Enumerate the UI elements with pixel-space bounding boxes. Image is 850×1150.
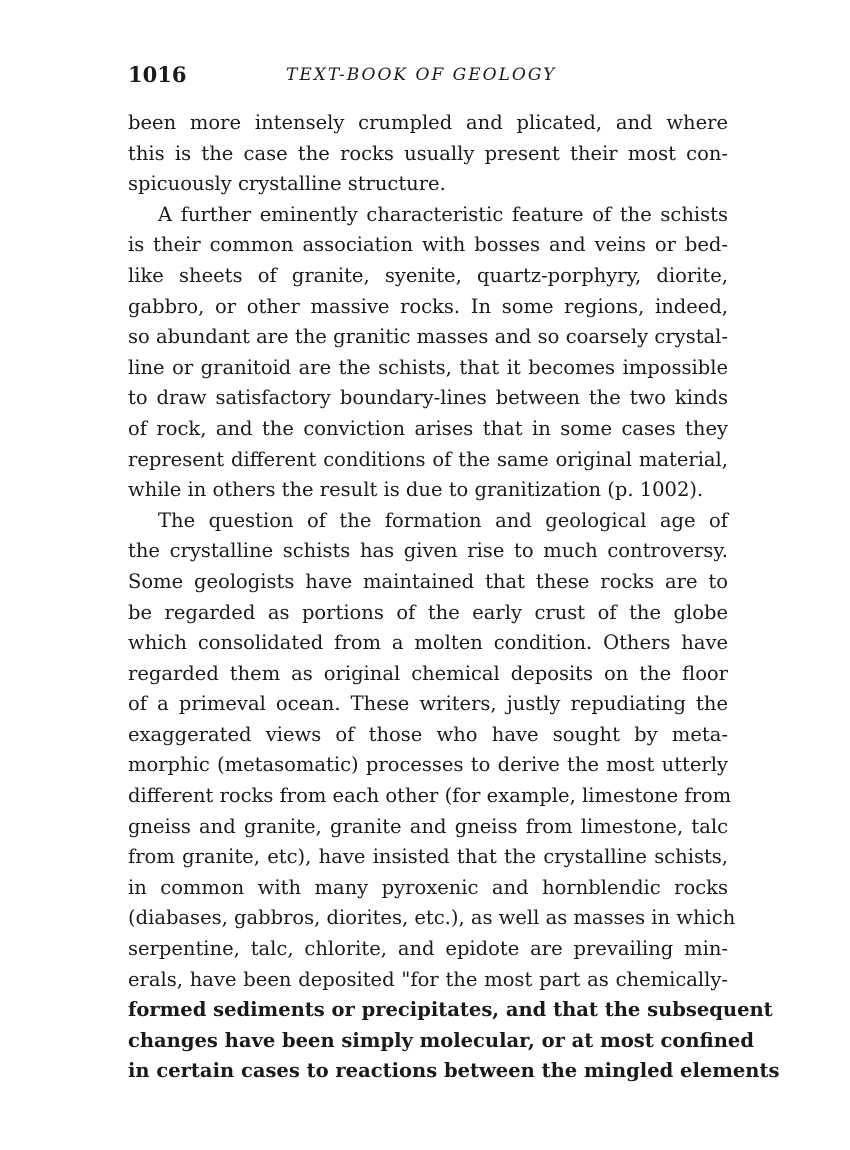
text-line: been more intensely crumpled and plicated, and where xyxy=(128,111,728,134)
text-line: in certain cases to reactions between the mingled elements xyxy=(128,1059,780,1083)
text-line: of a primeval ocean. These writers, justly repudiating the xyxy=(128,692,728,716)
text-line: serpentine, talc, chlorite, and epidote are prevailing min- xyxy=(128,937,728,961)
text-line: is their common association with bosses and veins or bed- xyxy=(128,233,728,257)
paragraph-first-line: A further eminently characteristic feature of the schists xyxy=(158,202,728,226)
text-line: while in others the result is due to granitization (p. 1002). xyxy=(128,478,704,502)
text-line: different rocks from each other (for example, limestone from xyxy=(128,784,732,808)
text-line: of rock, and the conviction arises that in some cases they xyxy=(128,416,728,440)
text-line: formed sediments or precipitates, and that the subsequent xyxy=(128,998,773,1022)
text-line: this is the case the rocks usually present their most con- xyxy=(128,141,728,165)
text-line: to draw satisfactory boundary-lines between the two kinds xyxy=(128,386,728,410)
text-line: line or granitoid are the schists, that it becomes impossible xyxy=(128,355,728,379)
body-text xyxy=(128,108,780,1087)
text-line: like sheets of granite, syenite, quartz-porphyry, diorite, xyxy=(128,263,728,287)
text-line: gabbro, or other massive rocks. In some regions, indeed, xyxy=(128,294,728,318)
text-line: exaggerated views of those who have sought by meta- xyxy=(128,722,728,746)
running-title: TEXT-BOOK OF GEOLOGY xyxy=(286,65,557,85)
running-head xyxy=(128,62,728,92)
page-number: 1016 xyxy=(128,62,187,87)
text-line: the crystalline schists has given rise to much controversy. xyxy=(128,539,728,563)
text-line: which consolidated from a molten condition. Others have xyxy=(128,631,728,655)
text-line: (diabases, gabbros, diorites, etc.), as well as masses in which xyxy=(128,906,736,930)
text-line: erals, have been deposited "for the most part as chemically- xyxy=(128,967,728,991)
text-line: gneiss and granite, granite and gneiss from limestone, talc xyxy=(128,814,728,838)
text-line: in common with many pyroxenic and hornblendic rocks xyxy=(128,875,728,899)
text-line: from granite, etc), have insisted that the crystalline schists, xyxy=(128,845,728,869)
paragraph-first-line: The question of the formation and geological age of xyxy=(158,508,728,532)
text-line: spicuously crystalline structure. xyxy=(128,172,446,196)
text-line: Some geologists have maintained that these rocks are to xyxy=(128,569,728,593)
text-line: morphic (metasomatic) processes to derive the most utterly xyxy=(128,753,728,777)
text-line: be regarded as portions of the early crust of the globe xyxy=(128,600,728,624)
text-line: so abundant are the granitic masses and so coarsely crystal- xyxy=(128,325,728,349)
text-line: regarded them as original chemical deposits on the floor xyxy=(128,661,728,685)
text-line: represent different conditions of the same original material, xyxy=(128,447,728,471)
text-line: changes have been simply molecular, or at most confined xyxy=(128,1028,754,1052)
